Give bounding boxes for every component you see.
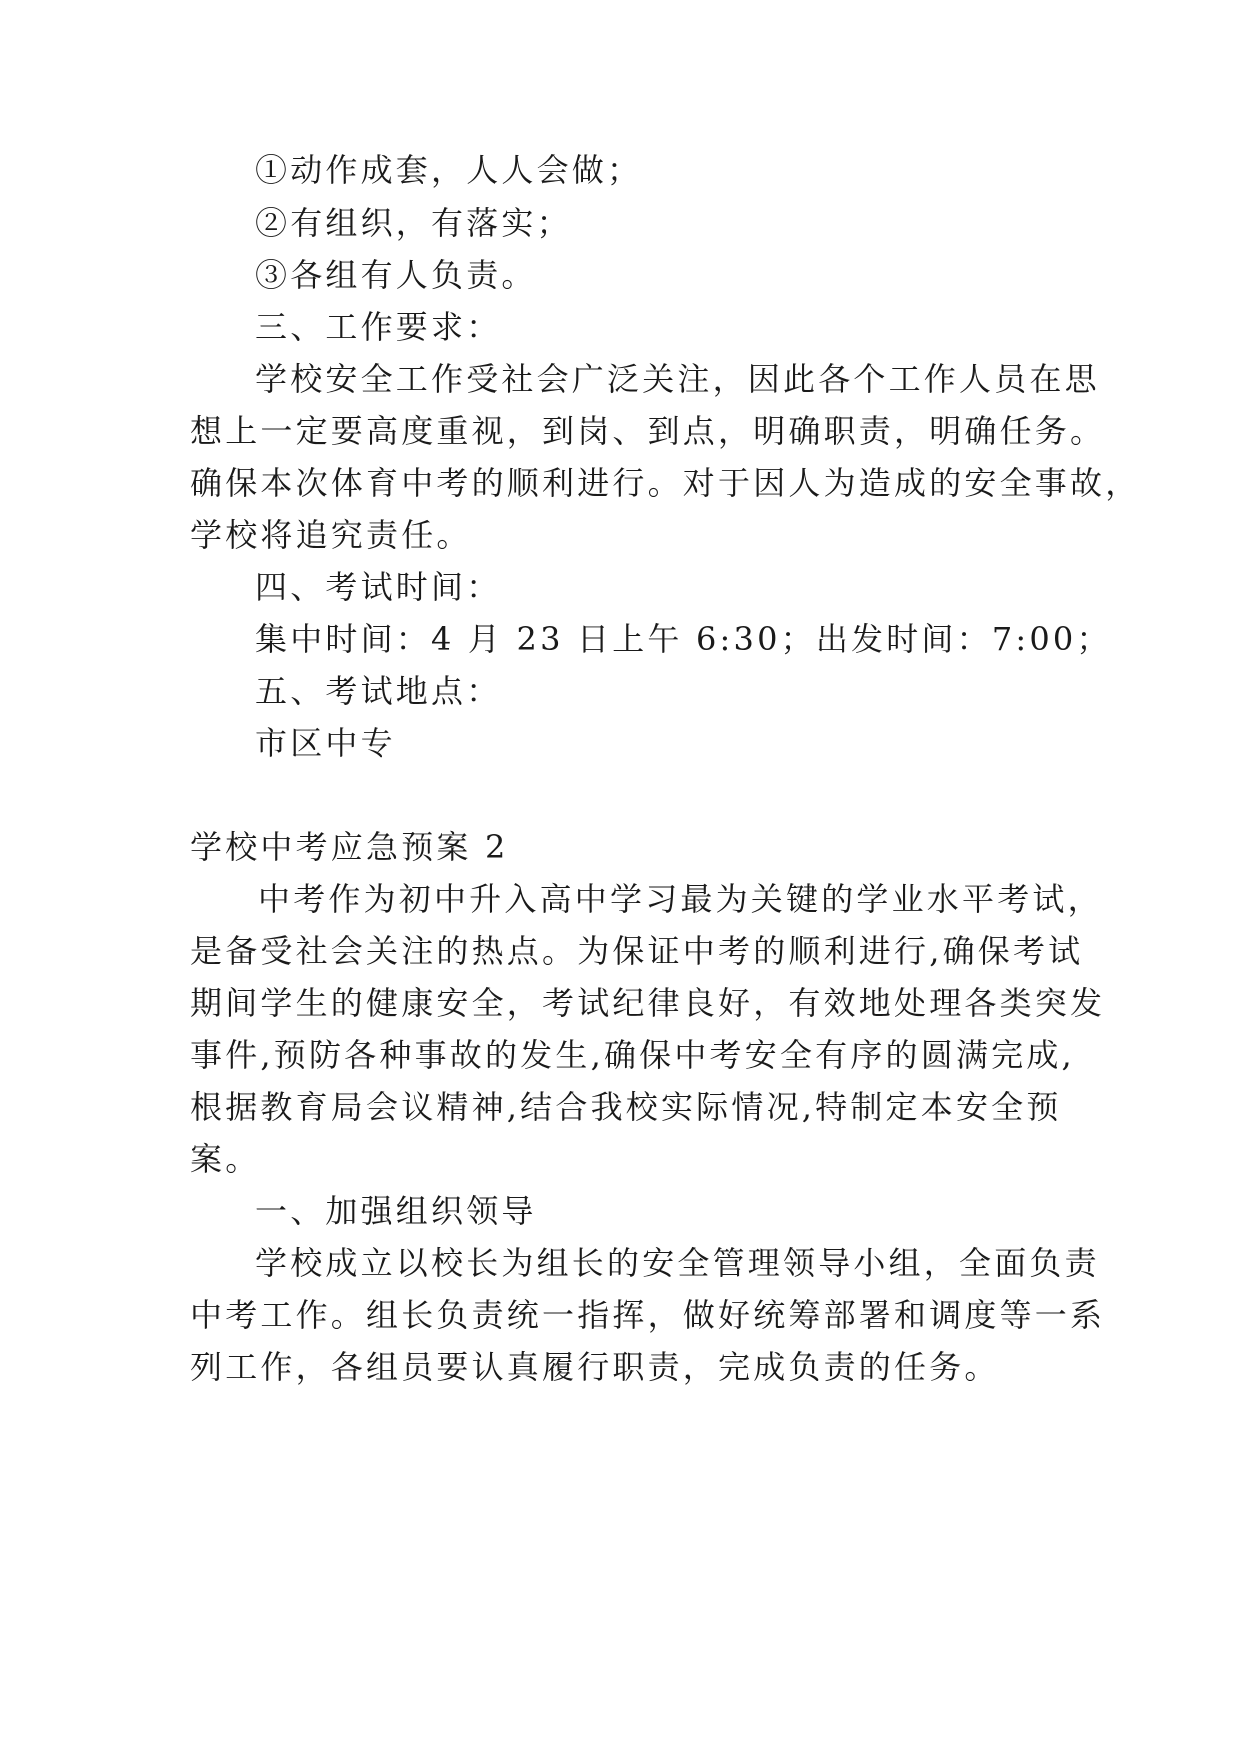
paragraph-line: 中考工作。组长负责统一指挥，做好统筹部署和调度等一系 [190, 1296, 1106, 1334]
section-heading: 五、考试地点： [255, 672, 502, 710]
paragraph-line: 案。 [190, 1140, 261, 1178]
paragraph-line: 列工作，各组员要认真履行职责，完成负责的任务。 [190, 1348, 1000, 1386]
paragraph-line: 事件,预防各种事故的发生,确保中考安全有序的圆满完成, [190, 1036, 1075, 1074]
section-heading: 四、考试时间： [255, 568, 502, 606]
paragraph-line: 想上一定要高度重视，到岗、到点，明确职责，明确任务。 [190, 412, 1106, 450]
paragraph-line: 学校将追究责任。 [190, 516, 472, 554]
section-heading: 一、加强组织领导 [255, 1192, 537, 1230]
document-title: 学校中考应急预案 2 [190, 828, 509, 866]
list-item: ③各组有人负责。 [255, 256, 537, 294]
list-item: ②有组织，有落实； [255, 204, 572, 242]
paragraph-line: 中考作为初中升入高中学习最为关键的学业水平考试， [258, 880, 1103, 918]
paragraph-line: 期间学生的健康安全，考试纪律良好，有效地处理各类突发 [190, 984, 1106, 1022]
paragraph-line: 是备受社会关注的热点。为保证中考的顺利进行,确保考试 [190, 932, 1084, 970]
paragraph-line: 学校成立以校长为组长的安全管理领导小组，全面负责 [255, 1244, 1100, 1282]
paragraph-line: 根据教育局会议精神,结合我校实际情况,特制定本安全预 [190, 1088, 1062, 1126]
paragraph-line: 确保本次体育中考的顺利进行。对于因人为造成的安全事故， [190, 464, 1141, 502]
exam-location-text: 市区中专 [255, 724, 396, 762]
section-heading: 三、工作要求： [255, 308, 502, 346]
list-item: ①动作成套，人人会做； [255, 151, 643, 189]
exam-time-text: 集中时间：4 月 23 日上午 6:30；出发时间：7:00； [255, 620, 1112, 658]
paragraph-line: 学校安全工作受社会广泛关注，因此各个工作人员在思 [255, 360, 1100, 398]
